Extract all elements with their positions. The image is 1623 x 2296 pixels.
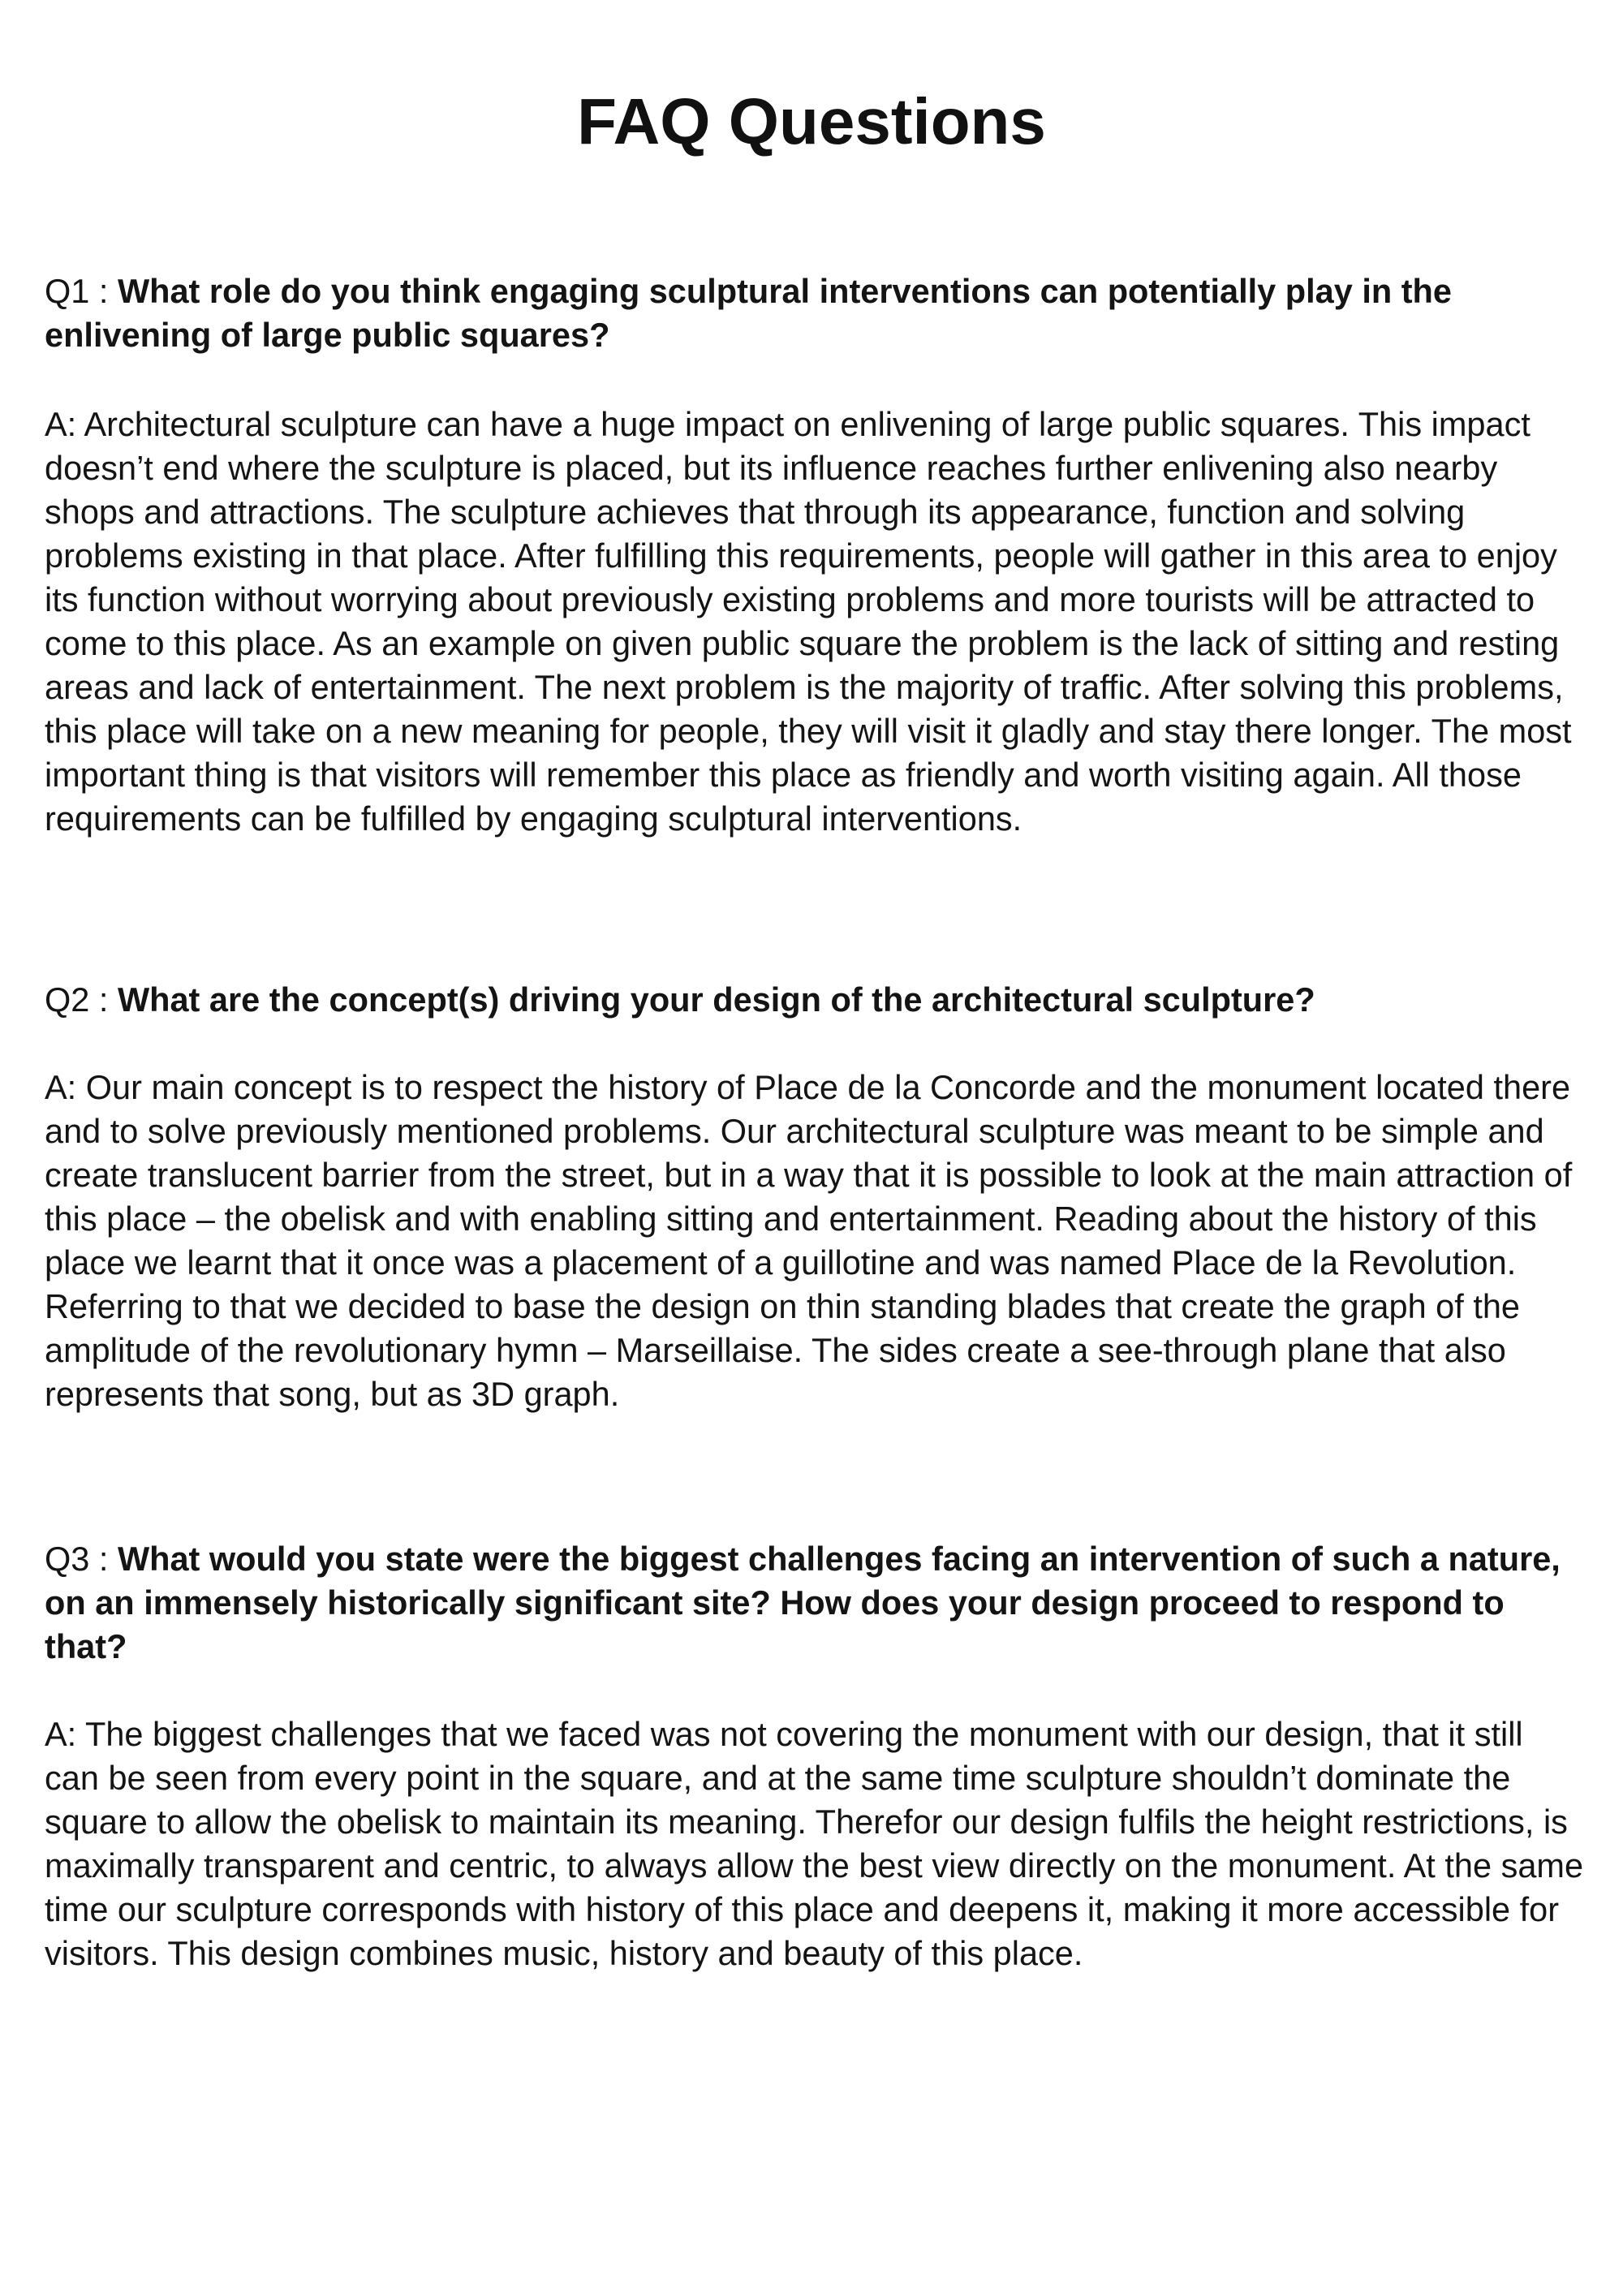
question-3-prefix: Q3 : bbox=[45, 1540, 118, 1578]
page-title: FAQ Questions bbox=[577, 85, 1046, 157]
answer-3: A: The biggest challenges that we faced was not covering the monument with our design, that it still can be seen from every point in the square, and at the same time sculpture shouldn’t dominate the square to allow the obelisk to maintain its meaning. Therefor our design fulfils the height restrictions, is maximally transparent and centric, to always allow the best view directly on the monument. At the same time our sculpture corresponds with history of this place and deepens it, making it more accessible for visitors. This design combines music, history and beauty of this place. bbox=[45, 1715, 1584, 1972]
question-3-text: What would you state were the biggest challenges facing an intervention of such a nature, on an immensely historically significant site? How does your design proceed to respond to that? bbox=[45, 1540, 1561, 1665]
question-1-prefix: Q1 : bbox=[45, 272, 118, 310]
question-1-text: What role do you think engaging sculptural interventions can potentially play in the enlivening of large public squares? bbox=[45, 272, 1452, 354]
question-3 bbox=[45, 1537, 1586, 1669]
answer-1: A: Architectural sculpture can have a huge impact on enlivening of large public squares. This impact doesn’t end where the sculpture is placed, but its influence reaches further enlivening also nearby shops and attractions. The sculpture achieves that through its appearance, function and solving problems existing in that place. After fulfilling this requirements, people will gather in this area to enjoy its function without worrying about previously existing problems and more tourists will be attracted to come to this place. As an example on given public square the problem is the lack of sitting and resting areas and lack of entertainment. The next problem is the majority of traffic. After solving this problems, this place will take on a new meaning for people, they will visit it gladly and stay there longer. The most important thing is that visitors will remember this place as friendly and worth visiting again. All those requirements can be fulfilled by engaging sculptural interventions. bbox=[45, 405, 1572, 838]
question-2-text: What are the concept(s) driving your design of the architectural sculpture? bbox=[117, 980, 1315, 1019]
question-2-prefix: Q2 : bbox=[45, 980, 118, 1019]
question-2 bbox=[45, 978, 1586, 1022]
question-1 bbox=[45, 269, 1586, 357]
answer-2: A: Our main concept is to respect the history of Place de la Concorde and the monument located there and to solve previously mentioned problems. Our architectural sculpture was meant to be simple and create translucent barrier from the street, but in a way that it is possible to look at the main attraction of this place – the obelisk and with enabling sitting and entertainment. Reading about the history of this place we learnt that it once was a placement of a guillotine and was named Place de la Revolution. Referring to that we decided to base the design on thin standing blades that create the graph of the amplitude of the revolutionary hymn – Marseillaise. The sides create a see-through plane that also represents that song, but as 3D graph. bbox=[45, 1068, 1573, 1413]
